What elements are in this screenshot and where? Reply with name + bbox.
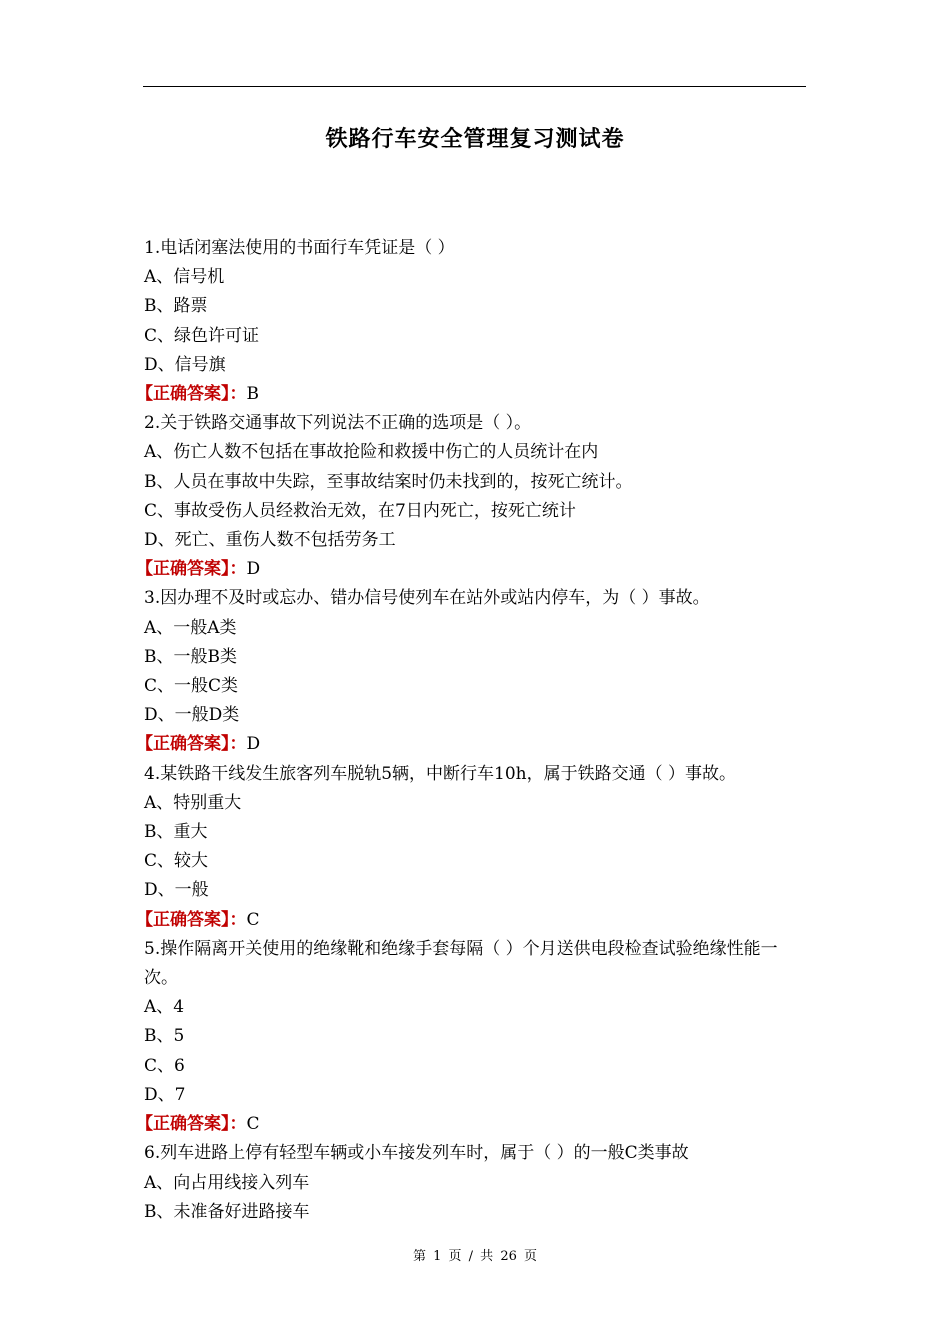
question-stem: 4.某铁路干线发生旅客列车脱轨5辆，中断行车10h，属于铁路交通（ ）事故。 [144,763,737,784]
header-rule [143,86,806,87]
question-stem: 6.列车进路上停有轻型车辆或小车接发列车时，属于（ ）的一般C类事故 [144,1143,689,1164]
question-stem: 5.操作隔离开关使用的绝缘靴和绝缘手套每隔（ ）个月送供电段检查试验绝缘性能一次。 [144,938,778,989]
answer-line [136,730,808,759]
question-stem: 3.因办理不及时或忘办、错办信号使列车在站外或站内停车，为（ ）事故。 [144,588,710,609]
option-d: D、7 [144,1084,186,1105]
option-d: D、死亡、重伤人数不包括劳务工 [144,530,396,551]
option-a: A、信号机 [144,267,225,288]
answer-label: 【正确答案】： [136,1114,247,1135]
option-a: A、特别重大 [144,792,242,813]
answer-label: 【正确答案】： [136,909,247,930]
option-d: D、一般 [144,880,209,901]
option-c: C、一般C类 [144,676,239,697]
option-d: D、信号旗 [144,354,226,375]
question-list [136,234,808,1227]
answer-line [136,906,808,935]
question-stem: 2.关于铁路交通事故下列说法不正确的选项是（ ）。 [144,413,532,434]
page-number-footer: 第 1 页 / 共 26 页 [413,1249,537,1264]
answer-value: C [246,1114,260,1135]
option-b: B、人员在事故中失踪，至事故结案时仍未找到的，按死亡统计。 [144,471,633,492]
answer-line [136,1110,808,1139]
option-a: A、向占用线接入列车 [144,1172,310,1193]
answer-label: 【正确答案】： [136,734,247,755]
option-b: B、未准备好进路接车 [144,1201,310,1222]
answer-label: 【正确答案】： [136,559,247,580]
option-a: A、一般A类 [144,617,237,638]
answer-line [136,380,808,409]
document-title: 铁路行车安全管理复习测试卷 [325,127,625,152]
question-stem: 1.电话闭塞法使用的书面行车凭证是（ ） [144,238,455,258]
option-b: B、一般B类 [144,646,237,667]
answer-label: 【正确答案】： [136,384,247,405]
answer-value: B [246,384,259,405]
option-b: B、路票 [144,296,208,317]
option-b: B、重大 [144,822,208,843]
option-c: C、事故受伤人员经救治无效，在7日内死亡，按死亡统计 [144,500,576,521]
option-c: C、6 [144,1055,185,1076]
answer-value: D [246,734,261,755]
option-d: D、一般D类 [144,705,240,726]
option-c: C、绿色许可证 [144,325,260,346]
option-b: B、5 [144,1026,185,1047]
option-a: A、4 [144,997,185,1018]
option-c: C、较大 [144,851,209,872]
answer-line [136,555,808,584]
answer-value: D [246,559,261,580]
option-a: A、伤亡人数不包括在事故抢险和救援中伤亡的人员统计在内 [144,442,599,463]
answer-value: C [246,909,260,930]
